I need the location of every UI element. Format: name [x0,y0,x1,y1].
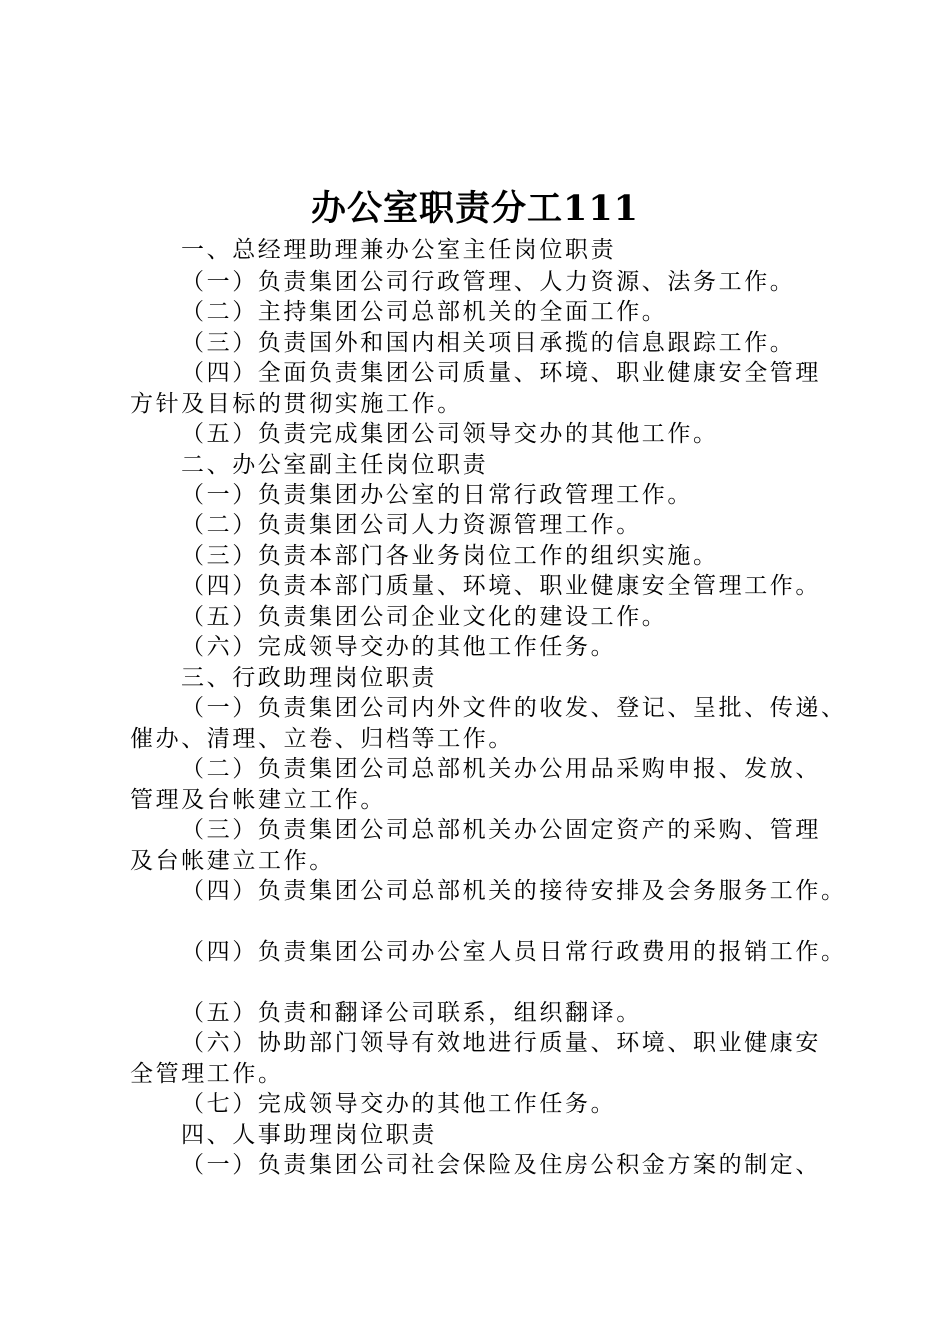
paragraph-line: （一）负责集团公司内外文件的收发、登记、呈批、传递、 [181,695,847,721]
paragraph-line: （一）负责集团公司社会保险及住房公积金方案的制定、 [181,1152,821,1178]
paragraph-line: （二）负责集团公司总部机关办公用品采购申报、发放、 [181,756,821,782]
paragraph-line: （六）完成领导交办的其他工作任务。 [181,634,617,660]
section-heading-4: 四、人事助理岗位职责 [181,1122,437,1148]
paragraph-line: 管理及台帐建立工作。 [130,787,386,813]
document-title: 办公室职责分工111 [310,188,640,229]
paragraph-line: （七）完成领导交办的其他工作任务。 [181,1091,617,1117]
section-heading-3: 三、行政助理岗位职责 [181,665,437,691]
paragraph-line: 全管理工作。 [130,1061,284,1087]
paragraph-line: 方针及目标的贯彻实施工作。 [130,391,463,417]
paragraph-line: （五）负责完成集团公司领导交办的其他工作。 [181,421,719,447]
paragraph-line: （三）负责集团公司总部机关办公固定资产的采购、管理 [181,817,821,843]
paragraph-line: （四）负责集团公司办公室人员日常行政费用的报销工作。 [181,939,847,965]
paragraph-line: （五）负责集团公司企业文化的建设工作。 [181,604,668,630]
paragraph-line: （六）协助部门领导有效地进行质量、环境、职业健康安 [181,1030,821,1056]
paragraph-line: （四）全面负责集团公司质量、环境、职业健康安全管理 [181,360,821,386]
paragraph-line: 催办、清理、立卷、归档等工作。 [130,726,514,752]
paragraph-line: 及台帐建立工作。 [130,848,335,874]
paragraph-line: （一）负责集团办公室的日常行政管理工作。 [181,482,693,508]
section-heading-1: 一、总经理助理兼办公室主任岗位职责 [181,237,617,263]
paragraph-line: （四）负责集团公司总部机关的接待安排及会务服务工作。 [181,878,847,904]
section-heading-2: 二、办公室副主任岗位职责 [181,452,489,478]
paragraph-line: （五）负责和翻译公司联系，组织翻译。 [181,1000,642,1026]
paragraph-line: （二）主持集团公司总部机关的全面工作。 [181,299,668,325]
paragraph-line: （二）负责集团公司人力资源管理工作。 [181,512,642,538]
paragraph-line: （一）负责集团公司行政管理、人力资源、法务工作。 [181,269,796,295]
paragraph-line: （三）负责国外和国内相关项目承揽的信息跟踪工作。 [181,330,796,356]
paragraph-line: （四）负责本部门质量、环境、职业健康安全管理工作。 [181,573,821,599]
paragraph-line: （三）负责本部门各业务岗位工作的组织实施。 [181,543,719,569]
